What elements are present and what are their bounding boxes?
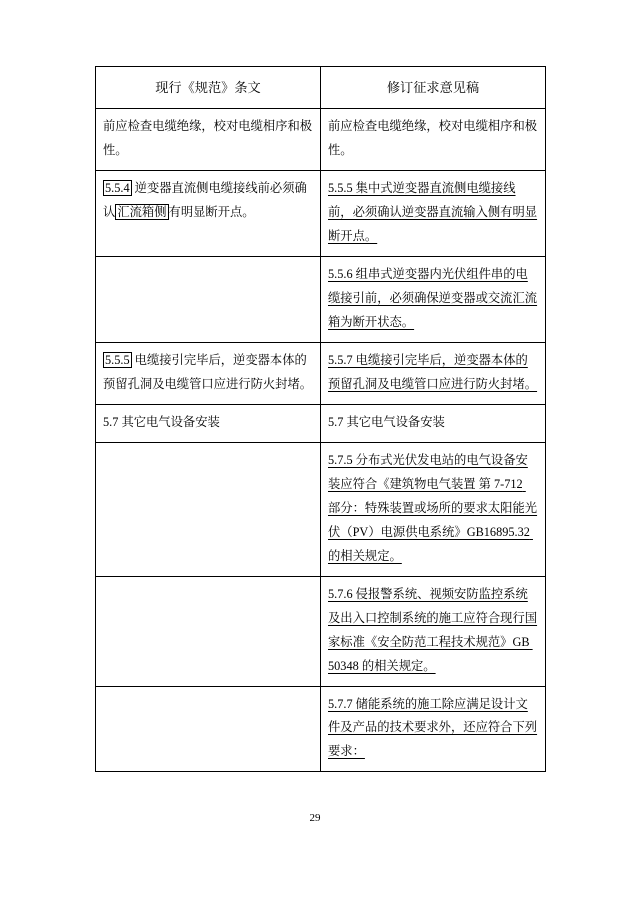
table-cell-left-empty: [96, 256, 321, 342]
table-cell-left-empty: [96, 686, 321, 772]
table-row: [96, 171, 546, 257]
clause-text: 5.7.5 分布式光伏发电站的电气设备安装应符合《建筑物电气装置 第 7-712 部分：特殊装置或场所的要求太阳能光伏（PV）电源供电系统》GB16895.32 的相关规定。: [328, 452, 538, 563]
header-cell-label: 修订征求意见稿: [386, 80, 480, 95]
table-cell-left: [96, 404, 321, 442]
clause-text: 前应检查电缆绝缘，校对电缆相序和极性。: [328, 119, 538, 158]
table-cell-left-empty: [96, 442, 321, 576]
table-row: [96, 342, 546, 404]
page-footer: [0, 812, 640, 824]
table-cell-right: [321, 404, 546, 442]
table-cell-right: [321, 576, 546, 686]
clause-number-box: 5.5.4: [105, 181, 130, 196]
table-cell-left: [96, 342, 321, 404]
table-cell-right: [321, 109, 546, 171]
table-cell-right: [321, 342, 546, 404]
table-cell-left-empty: [96, 576, 321, 686]
table-row: [96, 442, 546, 576]
clause-text: 5.7.6 侵报警系统、视频安防监控系统及出入口控制系统的施工应符合现行国家标准《安全防范工程技术规范》GB 50348 的相关规定。: [328, 586, 538, 673]
table-cell-right: [321, 256, 546, 342]
table-cell-left: [96, 109, 321, 171]
clause-number-box: 5.5.5: [105, 352, 130, 367]
clause-text: 5.5.7 电缆接引完毕后，逆变器本体的预留孔洞及电缆管口应进行防火封堵。: [328, 352, 538, 391]
clause-text: 5.7.7 储能系统的施工除应满足设计文件及产品的技术要求外，还应符合下列要求：: [328, 696, 538, 759]
clause-text: 5.5.6 组串式逆变器内光伏组件串的电缆接引前，必须确保逆变器或交流汇流箱为断开状态。: [328, 266, 538, 329]
header-cell-label: 现行《规范》条文: [155, 80, 261, 95]
table-row: [96, 109, 546, 171]
table-header-row: [96, 67, 546, 109]
table-cell-right: [321, 171, 546, 257]
table-row: [96, 686, 546, 772]
comparison-table: [95, 66, 546, 772]
table-cell-left: [96, 171, 321, 257]
table-row: [96, 256, 546, 342]
clause-text: 5.5.5 电缆接引完毕后，逆变器本体的预留孔洞及电缆管口应进行防火封堵。: [103, 352, 313, 391]
clause-text: 5.5.5 集中式逆变器直流侧电缆接线前，必须确认逆变器直流输入侧有明显断开点。: [328, 181, 538, 243]
highlight-box: 汇流箱侧: [117, 205, 167, 220]
table-cell-right: [321, 442, 546, 576]
section-heading: 5.7 其它电气设备安装: [328, 414, 445, 429]
table-row: [96, 404, 546, 442]
table-header-revised: [321, 67, 546, 109]
clause-text: 5.5.4 逆变器直流侧电缆接线前必须确认 汇流箱侧 有明显断开点。: [103, 181, 307, 220]
table-header-current: [96, 67, 321, 109]
clause-text: 前应检查电缆绝缘，校对电缆相序和极性。: [103, 119, 313, 158]
section-heading: 5.7 其它电气设备安装: [103, 414, 220, 429]
page-number: 29: [309, 812, 321, 824]
table-cell-right: [321, 686, 546, 772]
table-row: [96, 576, 546, 686]
